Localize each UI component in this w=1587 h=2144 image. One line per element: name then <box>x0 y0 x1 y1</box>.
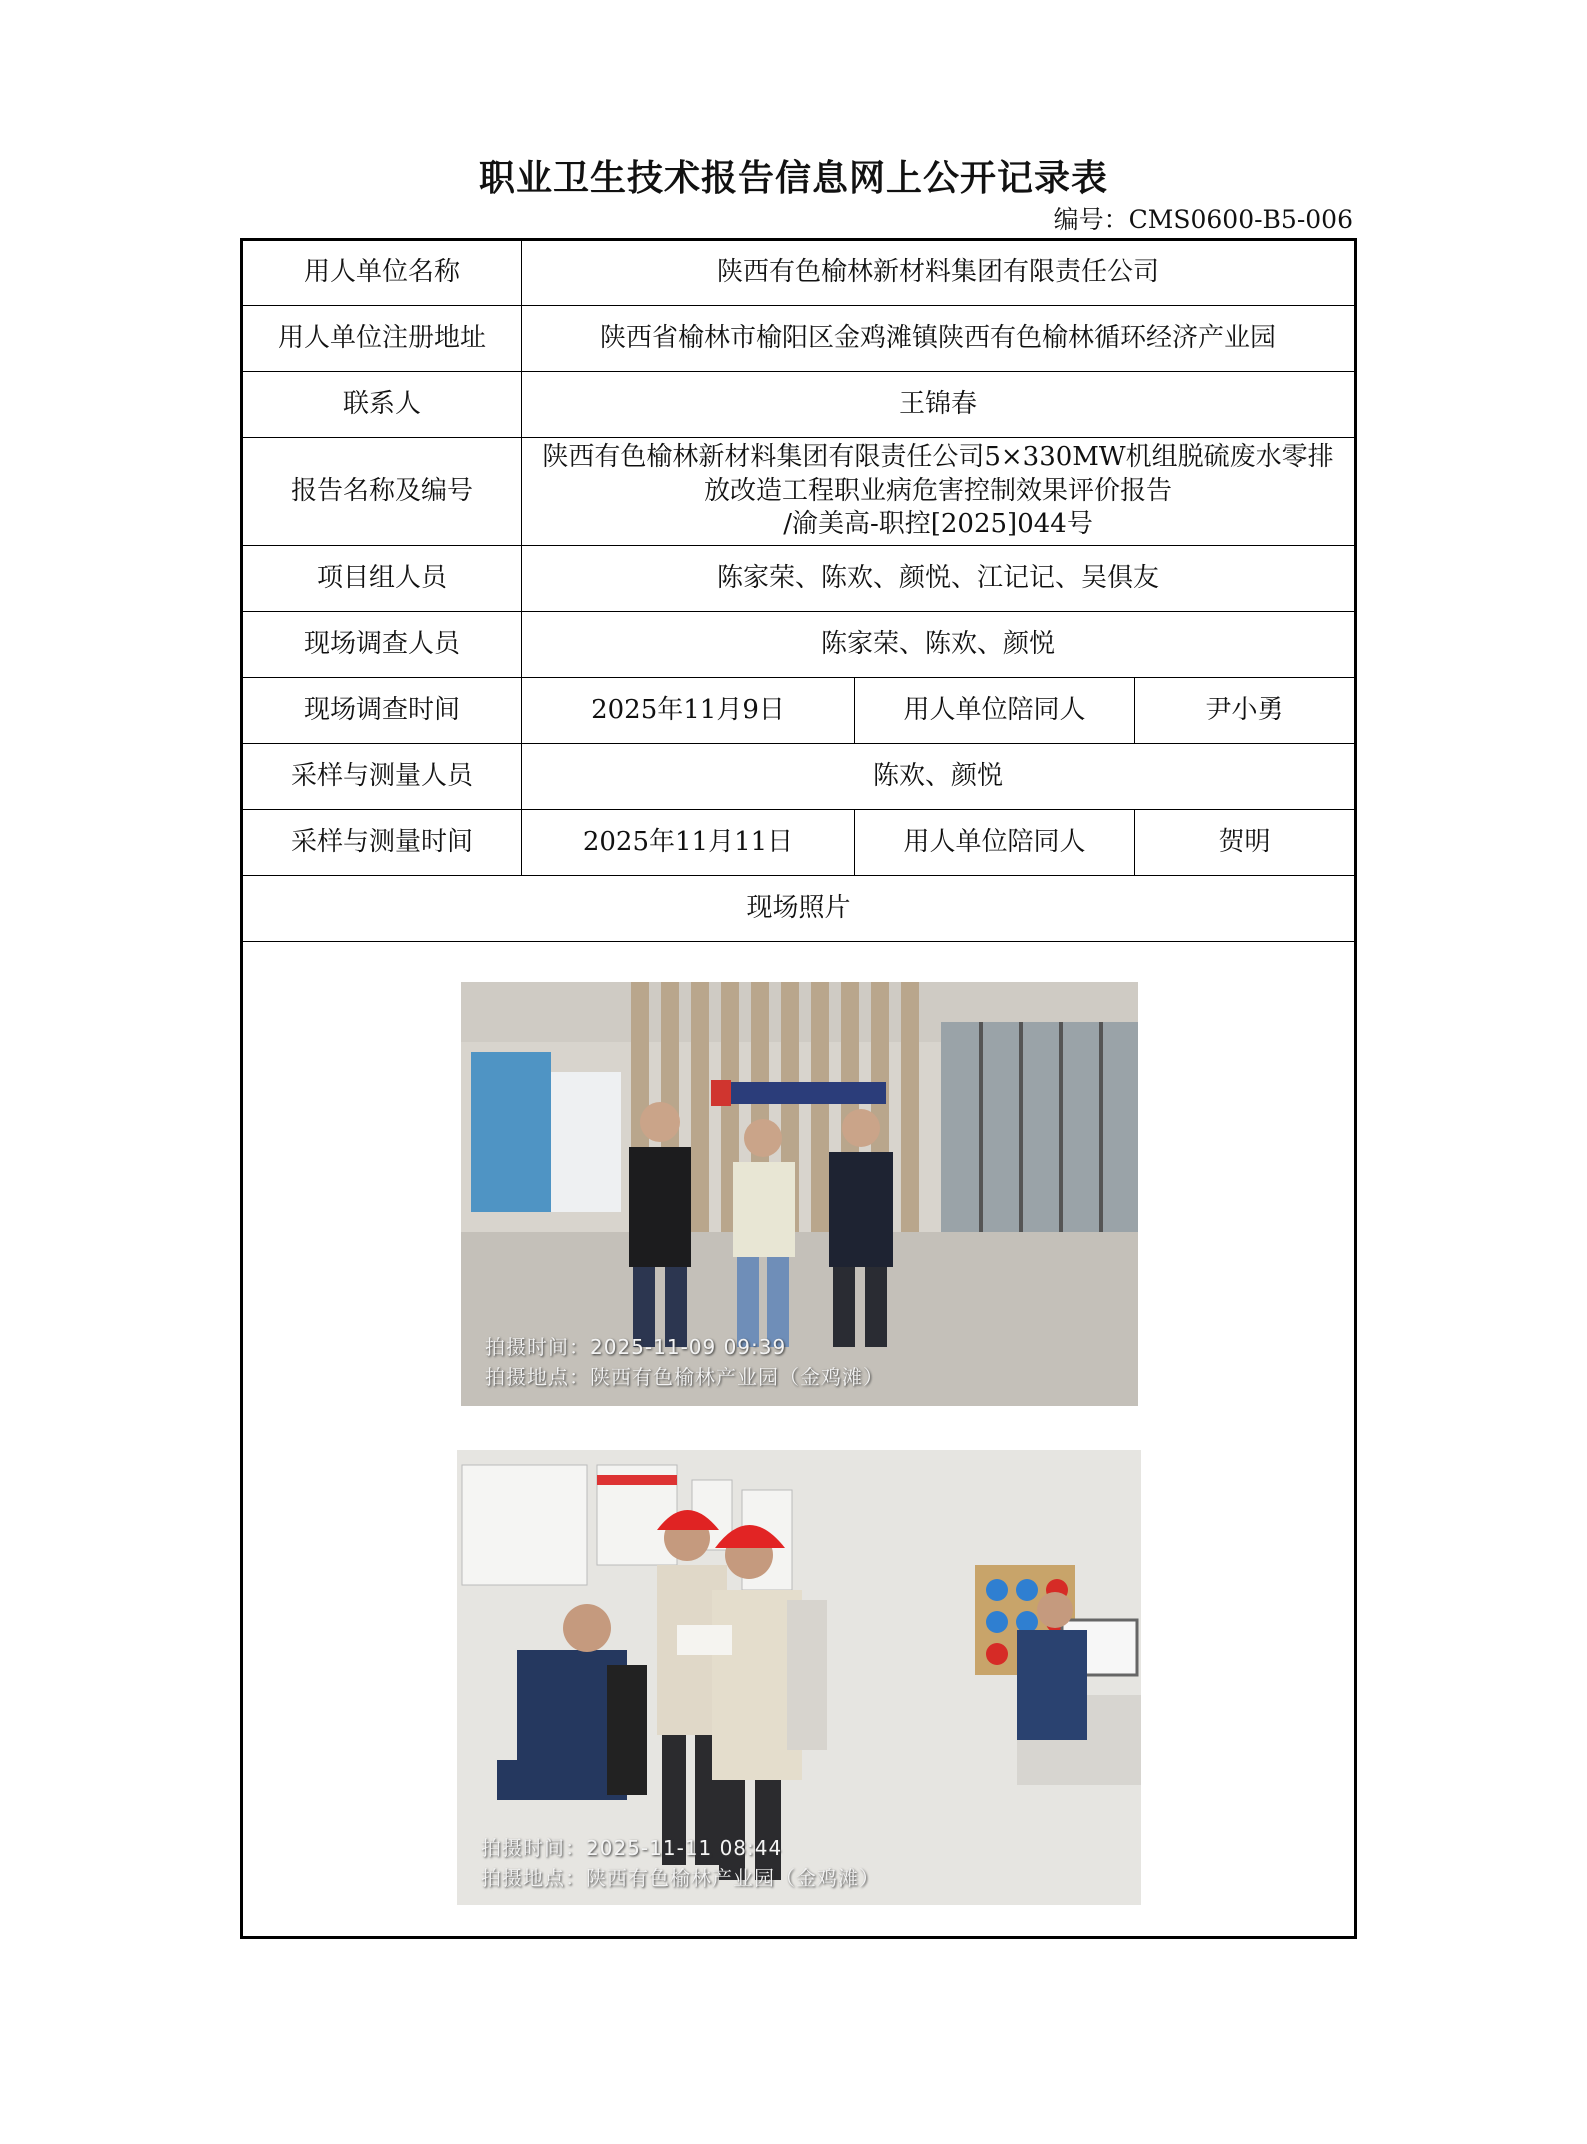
photos-label: 现场照片 <box>242 876 1356 942</box>
row-sampling-time <box>242 810 1356 876</box>
photo-1-place-stamp: 拍摄地点：陕西有色榆林产业园（金鸡滩） <box>485 1365 884 1389</box>
sampling-time-label: 采样与测量时间 <box>242 810 522 876</box>
unit-name-value: 陕西有色榆林新材料集团有限责任公司 <box>522 240 1356 306</box>
row-photos-header <box>242 876 1356 942</box>
report-line-1: 陕西有色榆林新材料集团有限责任公司5×330MW机组脱硫废水零排 <box>542 441 1334 472</box>
photos-area <box>243 942 1354 1936</box>
report-label: 报告名称及编号 <box>242 438 522 546</box>
escort-value-2: 贺明 <box>1135 810 1356 876</box>
address-value: 陕西省榆林市榆阳区金鸡滩镇陕西有色榆林循环经济产业园 <box>522 306 1356 372</box>
sampling-staff-value: 陈欢、颜悦 <box>522 744 1356 810</box>
address-label: 用人单位注册地址 <box>242 306 522 372</box>
photo-2-time-stamp: 拍摄时间：2025-11-11 08:44 <box>481 1836 783 1860</box>
document-title: 职业卫生技术报告信息网上公开记录表 <box>478 157 1108 199</box>
escort-value-1: 尹小勇 <box>1135 678 1356 744</box>
report-line-2: 放改造工程职业病危害控制效果评价报告 <box>704 475 1173 506</box>
unit-name-label: 用人单位名称 <box>242 240 522 306</box>
row-address <box>242 306 1356 372</box>
row-sampling-staff <box>242 744 1356 810</box>
sampling-staff-label: 采样与测量人员 <box>242 744 522 810</box>
survey-staff-value: 陈家荣、陈欢、颜悦 <box>522 612 1356 678</box>
report-line-3: /渝美高-职控[2025]044号 <box>783 509 1093 540</box>
survey-time-value: 2025年11月9日 <box>522 678 855 744</box>
survey-staff-label: 现场调查人员 <box>242 612 522 678</box>
team-label: 项目组人员 <box>242 546 522 612</box>
site-photo-control-room <box>457 1450 1141 1905</box>
row-unit-name <box>242 240 1356 306</box>
contact-label: 联系人 <box>242 372 522 438</box>
row-survey-time <box>242 678 1356 744</box>
site-photo-lobby <box>461 982 1138 1406</box>
team-value: 陈家荣、陈欢、颜悦、江记记、吴俱友 <box>522 546 1356 612</box>
document-number: 编号：CMS0600-B5-006 <box>1053 205 1353 234</box>
contact-value: 王锦春 <box>522 372 1356 438</box>
photo-2-place-stamp: 拍摄地点：陕西有色榆林产业园（金鸡滩） <box>481 1866 880 1890</box>
row-report <box>242 438 1356 546</box>
escort-label-2: 用人单位陪同人 <box>855 810 1135 876</box>
row-photos <box>242 942 1356 1938</box>
row-survey-staff <box>242 612 1356 678</box>
row-team <box>242 546 1356 612</box>
survey-time-label: 现场调查时间 <box>242 678 522 744</box>
report-value <box>522 438 1356 546</box>
record-table <box>240 238 1357 1939</box>
photos-cell <box>242 942 1356 1938</box>
sampling-time-value: 2025年11月11日 <box>522 810 855 876</box>
escort-label-1: 用人单位陪同人 <box>855 678 1135 744</box>
row-contact <box>242 372 1356 438</box>
photo-1-time-stamp: 拍摄时间：2025-11-09 09:39 <box>485 1335 787 1359</box>
